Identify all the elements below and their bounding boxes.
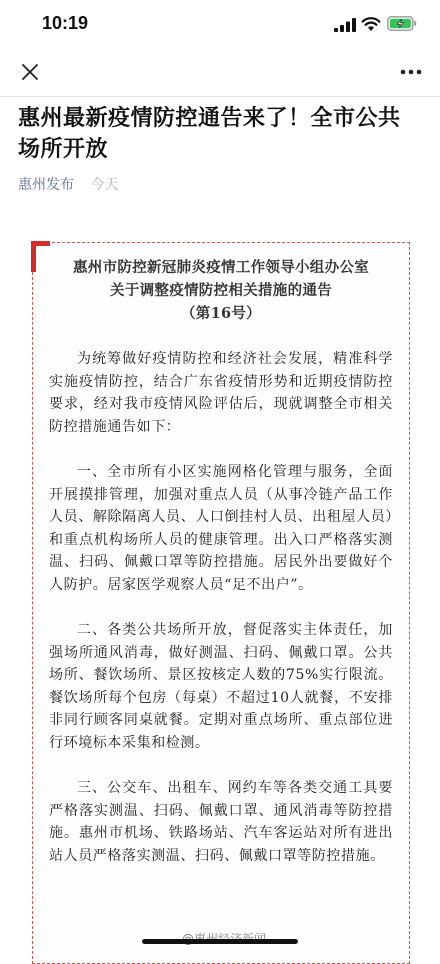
- close-icon[interactable]: [18, 60, 42, 84]
- battery-charging-icon: [387, 16, 417, 31]
- notice-paragraph-2: 二、各类公共场所开放，督促落实主体责任，加强场所通风消毒，做好测温、扫码、佩戴口罩。公共场所、餐饮场所、景区按核定人数的75%实行限流。餐饮场所每个包房（每桌）不超过10人就餐，不安排非同行顾客同桌就餐。定期对重点场所、重点部位进行环境标本采集和检测。: [49, 622, 393, 751]
- more-options-icon[interactable]: [398, 62, 424, 82]
- publish-date: 今天: [90, 177, 119, 193]
- notice-paragraph-intro: 为统筹做好疫情防控和经济社会发展，精准科学实施疫情防控，结合广东省疫情形势和近期疫情防控要求，经对我市疫情风险评估后，现就调整全市相关防控措施通告如下：: [49, 351, 393, 435]
- notice-image: [32, 242, 410, 964]
- home-indicator[interactable]: [142, 939, 298, 944]
- article-title: 惠州最新疫情防控通告来了！全市公共场所开放: [18, 106, 401, 162]
- notice-paragraph-3: 三、公交车、出租车、网约车等各类交通工具要严格落实测温、扫码、佩戴口罩、通风消毒等防控措施。惠州市机场、铁路场站、汽车客运站对所有进出站人员严格落实测温、扫码、佩戴口罩等防控措施。: [49, 780, 393, 864]
- article-meta: [18, 174, 118, 194]
- status-bar: [0, 0, 440, 48]
- notice-heading: [33, 256, 409, 325]
- status-time: 10:19: [42, 13, 89, 33]
- wifi-icon: [361, 16, 381, 32]
- notice-heading-line-1: 惠州市防控新冠肺炎疫情工作领导小组办公室: [73, 259, 369, 276]
- nav-bar: [0, 48, 440, 97]
- notice-body: [33, 348, 409, 867]
- notice-heading-line-3: （第16号）: [181, 305, 261, 322]
- notice-paragraph-1: 一、全市所有小区实施网格化管理与服务，全面开展摸排管理，加强对重点人员（从事冷链产品工作人员、解除隔离人员、人口倒挂村人员、出租屋人员）和重点机构场所人员的健康管理。出入口严格落实测温、扫码、佩戴口罩等防控措施。居民外出要做好个人防护。居家医学观察人员“足不出户”。: [49, 464, 393, 593]
- cellular-signal-icon: [334, 18, 356, 32]
- notice-heading-line-2: 关于调整疫情防控相关措施的通告: [110, 282, 332, 299]
- red-corner-decoration: [31, 241, 50, 272]
- account-name-link[interactable]: 惠州发布: [18, 177, 74, 193]
